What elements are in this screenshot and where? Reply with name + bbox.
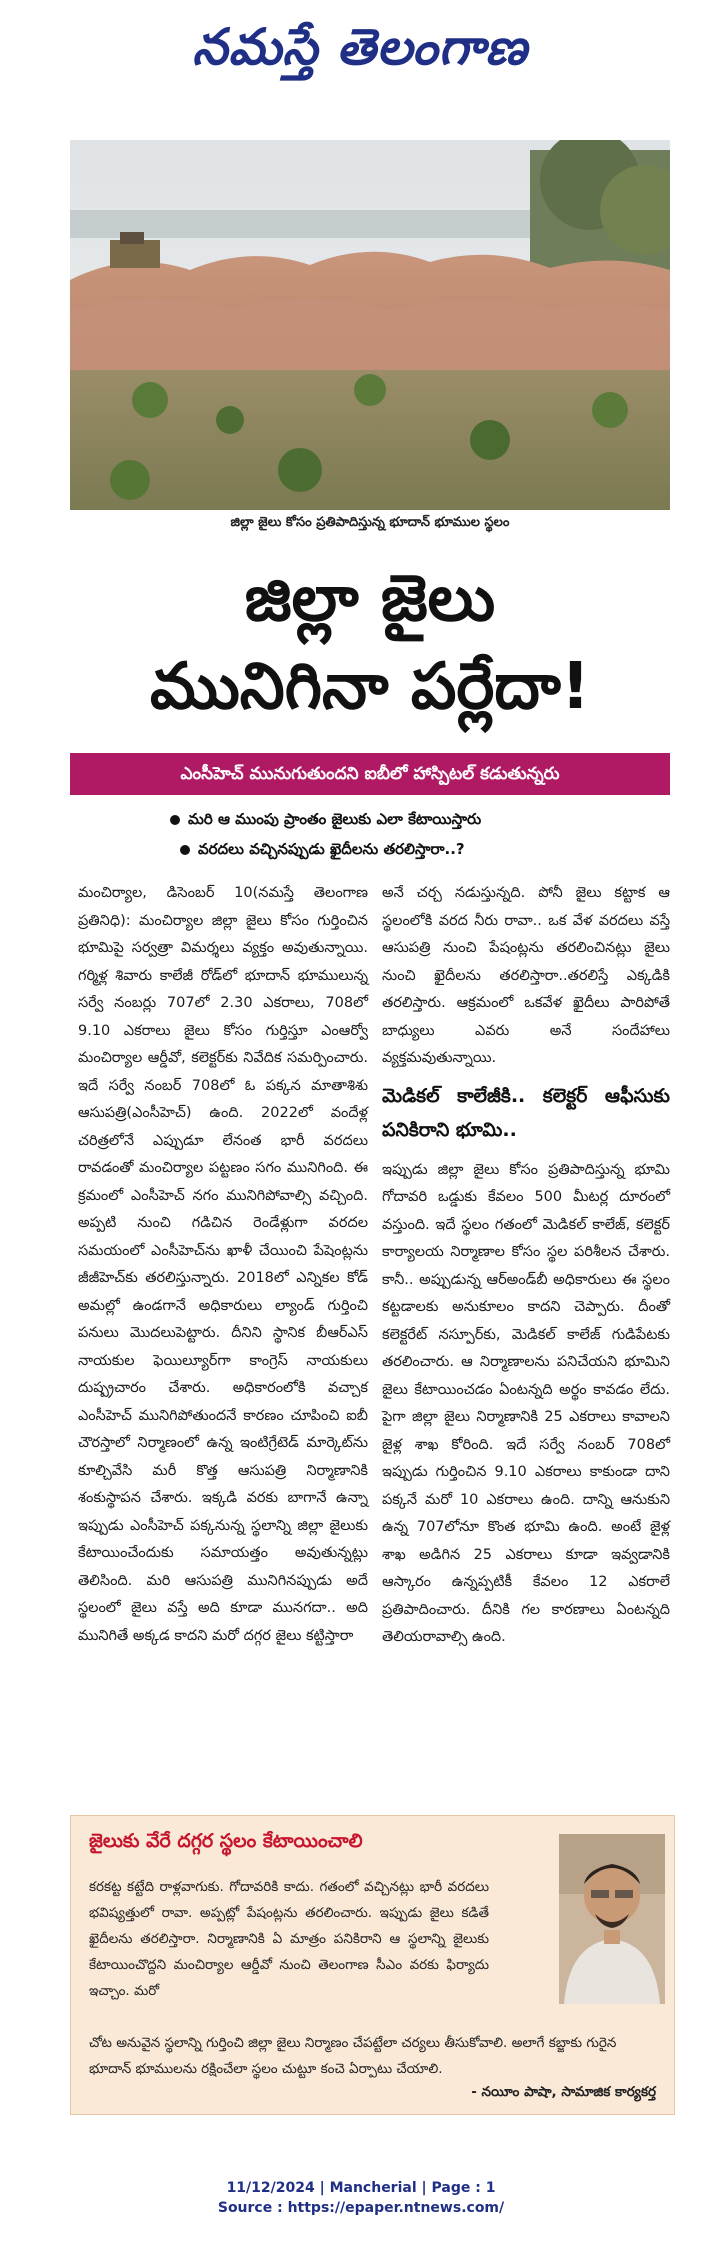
portrait-illustration <box>559 1834 665 2004</box>
quote-box-signature: - నయీం పాషా, సామాజిక కార్యకర్త <box>471 2084 656 2100</box>
article-subheading: మెడికల్ కాలేజీకి.. కలెక్టర్ ఆఫీసుకు పనికిరాని భూమి.. <box>382 1084 670 1141</box>
article-photo <box>70 140 670 510</box>
bullet-dot-icon <box>170 815 180 825</box>
quote-box-body: కరకట్ట కట్టేది రాళ్లవాగుకు. గోదావరికి కాదు. గతంలో వచ్చినట్లు భారీ వరదలు భవిష్యత్తులో రావా. అప్పట్లో పేషంట్లను తరలించారు. ఇప్పుడు జైలు కడితే ఖైదీలను తరలిస్తారా. నిర్మాణానికి ఏ మాత్రం పనికిరాని ఆ స్థలాన్ని జైలుకు కేటాయించొద్దని మంచిర్యాల ఆర్డీవో నుంచి తెలంగాణ సీఎం వరకు ఫిర్యాదు ఇచ్చాం. మరో <box>89 1879 489 1999</box>
footer-source-line: Source : https://epaper.ntnews.com/ <box>217 2200 505 2216</box>
masthead <box>0 0 722 100</box>
bullet-text: వరదలు వచ్చినప్పుడు ఖైదీలను తరలిస్తారా..? <box>198 840 465 858</box>
bullet-point-1 <box>170 810 481 832</box>
photo-caption: జిల్లా జైలు కోసం ప్రతిపాదిస్తున్న భూదాన్ భూముల స్థలం <box>230 515 510 530</box>
article-column-right <box>382 880 670 1652</box>
bullet-text: మరి ఆ ముంపు ప్రాంతం జైలుకు ఎలా కేటాయిస్తారు <box>188 810 482 828</box>
headline-line-2: మునిగినా పర్లేదా! <box>149 650 591 724</box>
bullet-point-2 <box>180 840 465 862</box>
quote-box-body-continued: చోట అనువైన స్థలాన్ని గుర్తించి జిల్లా జైలు నిర్మాణం చేపట్టేలా చర్యలు తీసుకోవాలి. అలాగే కబ్జాకు గురైన భూదాన్ భూములను రక్షించేలా స్థలం చుట్టూ కంచె ఏర్పాటు చేయాలి. <box>89 2035 617 2077</box>
bullet-dot-icon <box>180 845 190 855</box>
subheadline-band: ఎంసీహెచ్ మునుగుతుందని ఐబీలో హాస్పిటల్ కడుతున్నరు <box>70 753 670 795</box>
article-paragraph: మంచిర్యాల, డిసెంబర్ 10(నమస్తే తెలంగాణ ప్రతినిధి): మంచిర్యాల జిల్లా జైలు కోసం గుర్తించిన భూమిపై సర్వత్రా విమర్శలు వ్యక్తం అవుతున్నాయి. గర్మిళ్ల శివారు కాలేజీ రోడ్‌లో భూదాన్ భూములున్న సర్వే నంబర్లు 707లో 2.30 ఎకరాలు, 708లో 9.10 ఎకరాలు జైలు కోసం గుర్తిస్తూ ఎంఆర్వో మంచిర్యాల ఆర్డీవో, కలెక్టర్‌కు నివేదిక సమర్పించారు. ఇదే సర్వే నంబర్ 708లో ఓ పక్కన మాతాశిశు ఆసుపత్రి(ఎంసీహెచ్) ఉంది. 2022లో వందేళ్ల చరిత్రలోనే ఎప్పుడూ లేనంత భారీ వరదలు రావడంతో మంచిర్యాల పట్టణం సగం మునిగింది. ఈ క్రమంలో ఎంసీహెచ్ నగం మునిగిపోవాల్సి వచ్చింది. అప్పటి నుంచి గడిచిన రెండేళ్లుగా వరదల సమయంలో ఎంసీహెచ్‌ను ఖాళీ చేయించి పేషెంట్లను జీజీహెచ్‌కు తరలిస్తున్నారు. 2018లో ఎన్నికల కోడ్ అమల్లో ఉండగానే అధికారులు ల్యాండ్ గుర్తించి పనులు మొదలుపెట్టారు. దీనిని స్థానిక బీఆర్ఎస్ నాయకుల ఫెయిల్యూర్‌గా కాంగ్రెస్ నాయకులు దుష్ప్రచారం చేశారు. అధికారంలోకి వచ్చాక ఎంసీహెచ్ మునిగిపోతుందనే కారణం చూపించి ఐబీ చౌరస్తాలో నిర్మాణంలో ఉన్న ఇంటిగ్రేటెడ్ మార్కెట్‌ను కూల్చివేసి మరీ కొత్త ఆసుపత్రి నిర్మాణానికి శంకుస్థాపన చేశారు. ఇక్కడి వరకు బాగానే ఉన్నా ఇప్పుడు ఎంసీహెచ్ పక్కనున్న స్థలాన్ని జిల్లా జైలుకు కేటాయించేందుకు సమాయత్తం అవుతున్నట్లు తెలిసింది. మరి ఆసుపత్రి మునిగినప్పుడు అదే స్థలంలో జైలు వస్తే అది కూడా మునగదా.. అది మునిగితే అక్కడ కాదని మరో దగ్గర జైలు కట్టిస్తారా <box>78 885 368 1644</box>
landscape-photo-illustration <box>70 140 670 510</box>
article-paragraph: అనే చర్చ నడుస్తున్నది. పోనీ జైలు కట్టాక ఆ స్థలంలోకి వరద నీరు రావా.. ఒక వేళ వరదలు వస్తే ఆసుపత్రి నుంచి పేషంట్లను తరలించినట్లు జైలు నుంచి ఖైదీలను తరలిస్తారా..తరలిస్తే ఎక్కడికి తరలిస్తారు. ఆక్రమంలో ఒకవేళ ఖైదీలు పారిపోతే బాధ్యులు ఎవరు అనే సందేహాలు వ్యక్తమవుతున్నాయి. <box>382 885 670 1066</box>
article-paragraph: ఇప్పుడు జిల్లా జైలు కోసం ప్రతిపాదిస్తున్న భూమి గోదావరి ఒడ్డుకు కేవలం 500 మీటర్ల దూరంలో వస్తుంది. ఇదే స్థలం గతంలో మెడికల్ కాలేజ్, కలెక్టర్ కార్యాలయ నిర్మాణాల కోసం స్థల పరిశీలన చేశారు. కానీ.. అప్పుడున్న ఆర్అండ్‌బీ అధికారులు ఈ స్థలం కట్టడాలకు అనుకూలం కాదని చెప్పారు. దీంతో కలెక్టరేట్ నస్పూర్‌కు, మెడికల్ కాలేజ్ గుడిపేటకు తరలించారు. ఆ నిర్మాణాలను పనిచేయని భూమిని జైలు కేటాయించడం ఏంటన్నది అర్థం కావడం లేదు. పైగా జిల్లా జైలు నిర్మాణానికి 25 ఎకరాలు కావాలని జైళ్ల శాఖ కోరింది. ఇదే సర్వే నంబర్ 708లో ఇప్పుడు గుర్తించిన 9.10 ఎకరాలు కాకుండా దాని పక్కనే మరో 10 ఎకరాలు ఉంది. దాన్ని ఆనుకుని ఉన్న 707లోనూ కొంత భూమి ఉంది. అంటే జైళ్ల శాఖ అడిగిన 25 ఎకరాలు కూడా ఇవ్వడానికి ఆస్కారం ఉన్నప్పటికీ కేవలం 12 ఎకరాలే ప్రతిపాదించారు. దీనికి గల కారణాలు ఏంటన్నది తెలియరావాల్సి ఉంది. <box>382 1161 670 1645</box>
article-column-left <box>78 880 368 1650</box>
page-footer <box>0 2178 722 2218</box>
newspaper-logo: నమస్తే తెలంగాణ <box>192 17 528 76</box>
headline-line-1: జిల్లా జైలు <box>244 562 496 636</box>
quote-box-title: జైలుకు వేరే దగ్గర స్థలం కేటాయించాలి <box>89 1830 363 1852</box>
quote-box <box>70 1815 675 2115</box>
footer-date-line: 11/12/2024 | Mancherial | Page : 1 <box>226 2180 496 2196</box>
person-portrait <box>559 1834 665 2004</box>
headline <box>60 555 680 731</box>
